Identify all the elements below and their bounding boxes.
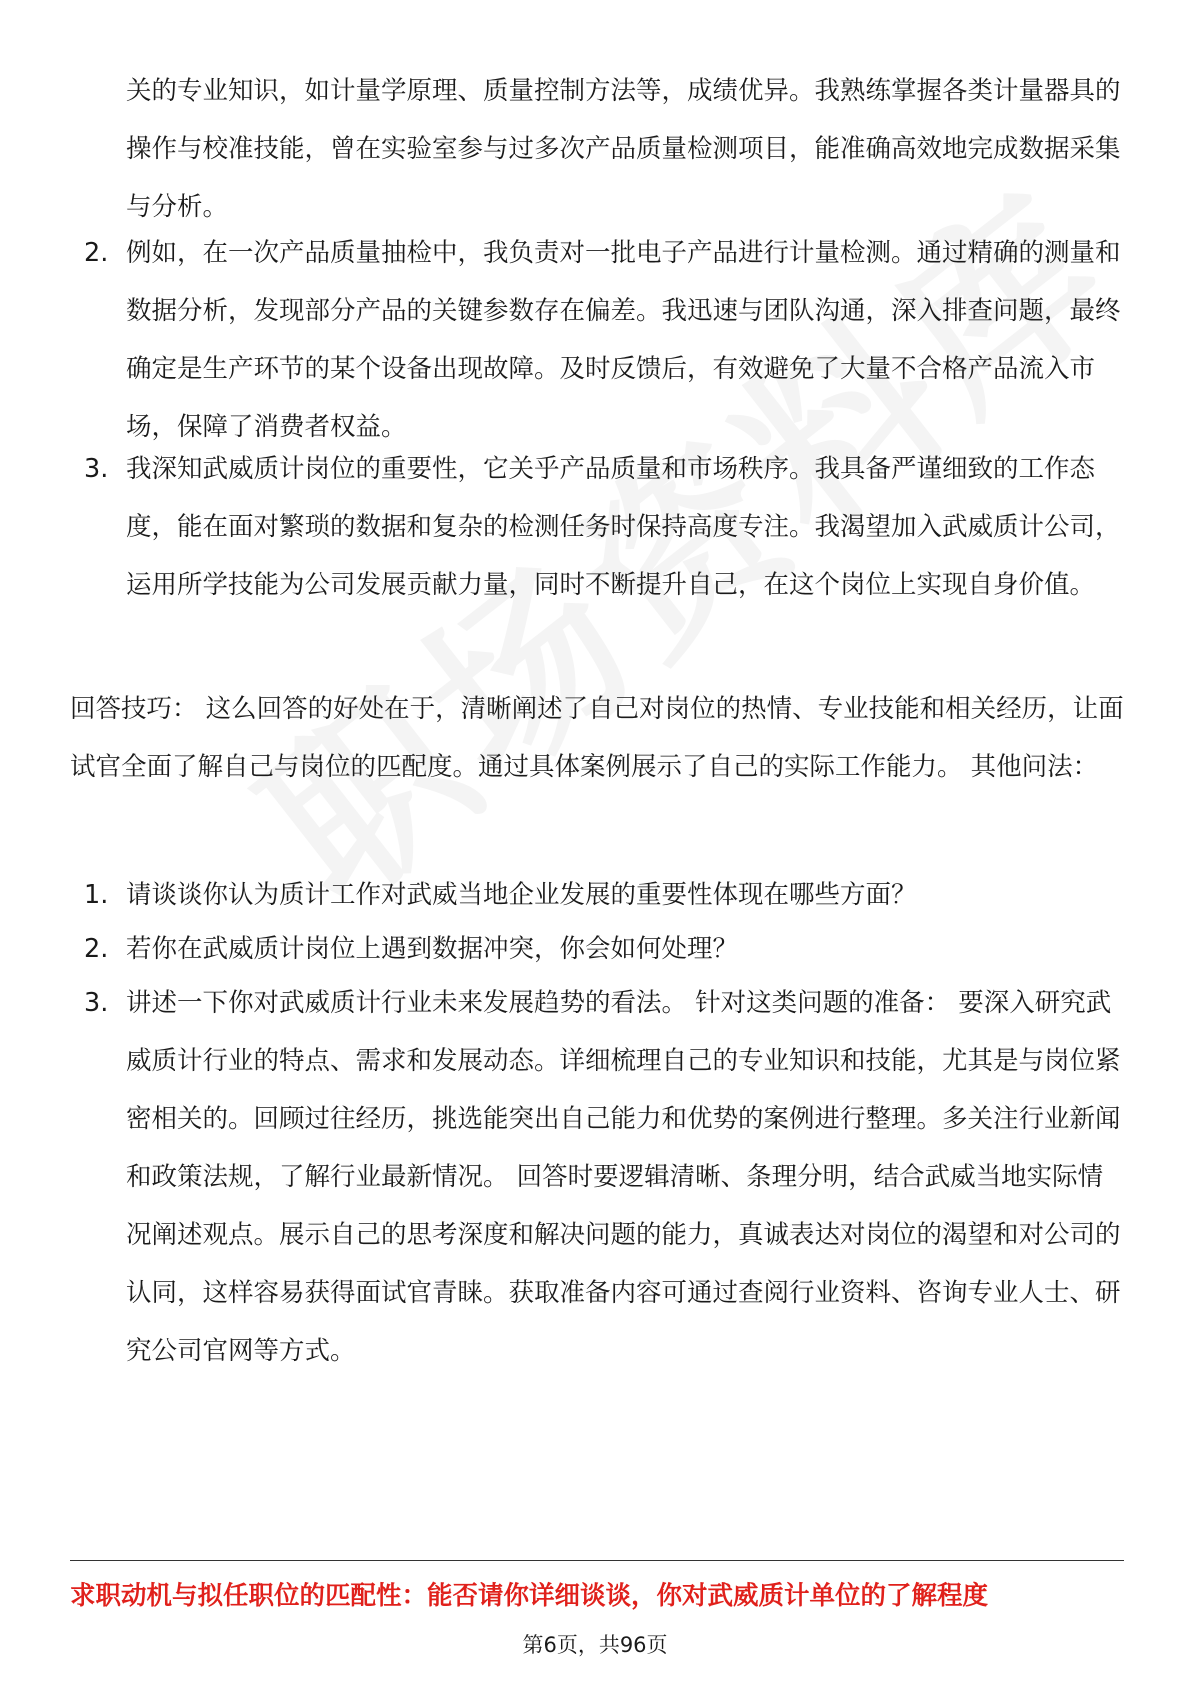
answer-point-3 — [84, 440, 1134, 614]
list-number: 3. — [84, 988, 109, 1018]
other-question-2 — [84, 920, 1134, 978]
other-question-3 — [84, 974, 1134, 1380]
footer-question-title: 求职动机与拟任职位的匹配性：能否请你详细谈谈，你对武威质计单位的了解程度 — [70, 1581, 989, 1611]
answer-point-2 — [84, 224, 1134, 456]
list-item-text: 我深知武威质计岗位的重要性，它关乎产品质量和市场秩序。我具备严谨细致的工作态度，能在面对繁琐的数据和复杂的检测任务时保持高度专注。我渴望加入武威质计公司，运用所学技能为公司发展贡献力量，同时不断提升自己，在这个岗位上实现自身价值。 — [126, 454, 1121, 600]
answer-tip: 回答技巧： 这么回答的好处在于，清晰阐述了自己对岗位的热情、专业技能和相关经历，让面试官全面了解自己与岗位的匹配度。通过具体案例展示了自己的实际工作能力。 其他问法： — [70, 694, 1124, 782]
list-item-text: 请谈谈你认为质计工作对武威当地企业发展的重要性体现在哪些方面？ — [126, 880, 917, 910]
answer-continuation: 关的专业知识，如计量学原理、质量控制方法等，成绩优异。我熟练掌握各类计量器具的操作与校准技能，曾在实验室参与过多次产品质量检测项目，能准确高效地完成数据采集与分析。 — [126, 76, 1121, 222]
list-number: 2. — [84, 238, 109, 268]
list-item-text: 若你在武威质计岗位上遇到数据冲突，你会如何处理？ — [126, 934, 739, 964]
list-number: 3. — [84, 454, 109, 484]
list-item-text: 讲述一下你对武威质计行业未来发展趋势的看法。 针对这类问题的准备： 要深入研究武威质计行业的特点、需求和发展动态。详细梳理自己的专业知识和技能，尤其是与岗位紧密相关的。回顾过往经历，挑选能突出自己能力和优势的案例进行整理。多关注行业新闻和政策法规，了解行业最新情况。 回答时要逻辑清晰、条理分明，结合武威当地实际情况阐述观点。展示自己的思考深度和解决问题的能力，真诚表达对岗位的渴望和对公司的认同，这样容易获得面试官青睐。获取准备内容可通过查阅行业资料、咨询专业人士、研究公司官网等方式。 — [126, 988, 1121, 1366]
other-question-1 — [84, 866, 1134, 924]
footer-divider — [70, 1560, 1124, 1561]
page-number: 第6页，共96页 — [522, 1633, 668, 1657]
list-number: 2. — [84, 934, 109, 964]
list-number: 1. — [84, 880, 109, 910]
list-item-text: 例如，在一次产品质量抽检中，我负责对一批电子产品进行计量检测。通过精确的测量和数据分析，发现部分产品的关键参数存在偏差。我迅速与团队沟通，深入排查问题，最终确定是生产环节的某个设备出现故障。及时反馈后，有效避免了大量不合格产品流入市场，保障了消费者权益。 — [126, 238, 1121, 442]
